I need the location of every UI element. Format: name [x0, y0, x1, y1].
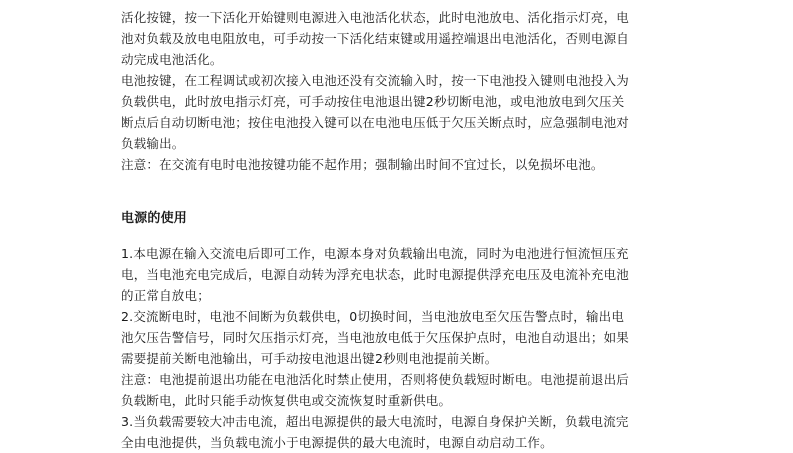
- text-line: 需要提前关断电池输出，可手动按电池退出键2秒则电池提前关断。: [121, 351, 498, 366]
- text-line: 负载供电，此时放电指示灯亮，可手动按住电池退出键2秒切断电池，或电池放电到欠压关: [121, 94, 625, 109]
- text-line: 电，当电池充电完成后，电源自动转为浮充电状态，此时电源提供浮充电压及电流补充电池: [121, 267, 630, 282]
- usage-item-1: [121, 243, 681, 306]
- document-page: [121, 0, 681, 453]
- text-line: 全由电池提供，当负载电流小于电源提供的最大电流时，电源自动启动工作。: [121, 435, 553, 450]
- text-line: 动完成电池活化。: [121, 52, 223, 67]
- section-heading-usage: 电源的使用: [121, 211, 188, 226]
- text-line: 池欠压告警信号，同时欠压指示灯亮，当电池放电低于欠压保护点时，电池自动退出；如果: [121, 330, 630, 345]
- text-line: 的正常自放电；: [121, 288, 210, 303]
- text-line: 1.本电源在输入交流电后即可工作，电源本身对负载输出电流，同时为电池进行恒流恒压充: [121, 246, 629, 261]
- text-line: 2.交流断电时，电池不间断为负载供电，0切换时间，当电池放电至欠压告警点时，输出电: [121, 309, 625, 324]
- usage-note: [121, 369, 681, 411]
- text-line: 电池按键，在工程调试或初次接入电池还没有交流输入时，按一下电池投入键则电池投入为: [121, 73, 630, 88]
- text-line: 注意：电池提前退出功能在电池活化时禁止使用，否则将使负载短时断电。电池提前退出后: [121, 372, 630, 387]
- text-line: 活化按键，按一下活化开始键则电源进入电池活化状态，此时电池放电、活化指示灯亮，电: [121, 10, 630, 25]
- activation-key-paragraph: [121, 7, 681, 70]
- text-line: 3.当负载需要较大冲击电流，超出电源提供的最大电流时，电源自身保护关断，负载电流完: [121, 414, 629, 429]
- text-line: 负载断电，此时只能手动恢复供电或交流恢复时重新供电。: [121, 393, 452, 408]
- battery-key-paragraph: [121, 70, 681, 154]
- text-line: 池对负载及放电电阻放电，可手动按一下活化结束键或用遥控端退出电池活化，否则电源自: [121, 31, 630, 46]
- text-line: 注意：在交流有电时电池按键功能不起作用；强制输出时间不宜过长，以免损坏电池。: [121, 157, 604, 172]
- text-line: 断点后自动切断电池；按住电池投入键可以在电池电压低于欠压关断点时，应急强制电池对: [121, 115, 630, 130]
- battery-key-note: [121, 154, 681, 175]
- usage-item-2: [121, 306, 681, 369]
- text-line: 负载输出。: [121, 136, 185, 151]
